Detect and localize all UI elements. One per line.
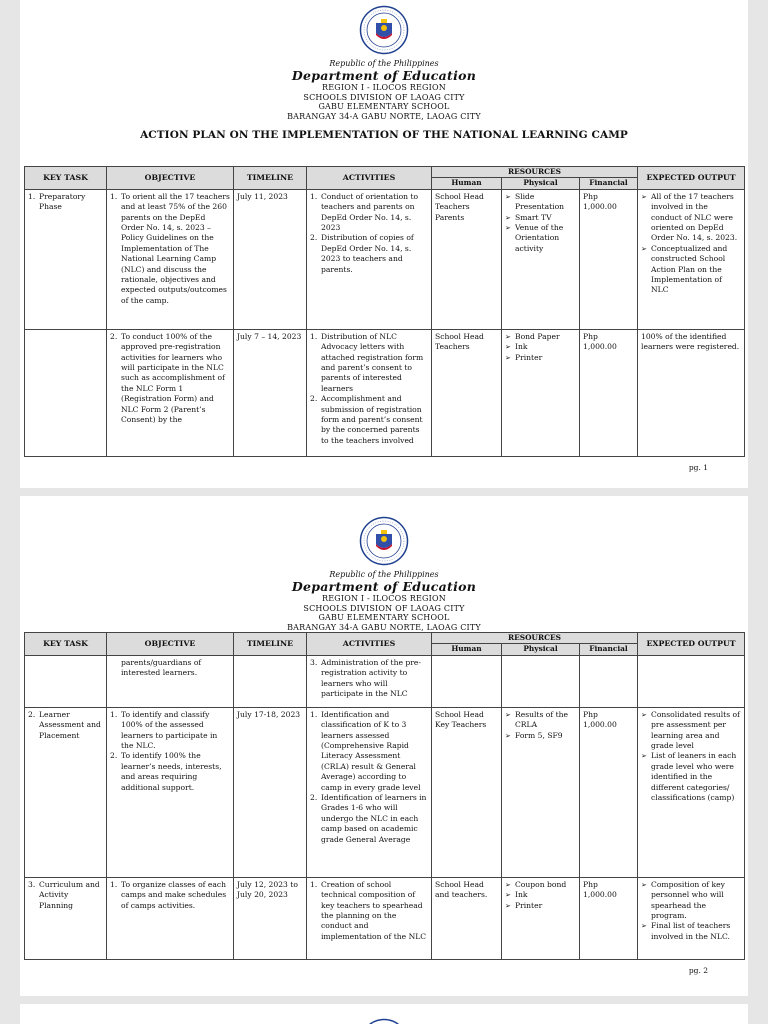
page-number: pg. 1 bbox=[688, 463, 708, 472]
list-item: ➢ Final list of teachers involved in the NLC. bbox=[641, 921, 731, 941]
financial-cell: Php 1,000.00 bbox=[580, 189, 638, 329]
list-item: 1. To identify and classify 100% of the assessed learners to participate in the NLC. bbox=[110, 709, 218, 751]
list-item: ➢ Smart TV bbox=[505, 212, 552, 222]
republic-line: Republic of the Philippines bbox=[329, 570, 439, 579]
department-name: Department of Education bbox=[291, 68, 477, 83]
list-item: 1. Identification and classification of K to 3 learners assessed (Comprehensive Rapid Literacy Assessment (CRLA) result & General Average) according to camp in every grade level bbox=[310, 709, 421, 792]
deped-seal-icon bbox=[359, 1018, 409, 1024]
deped-seal-icon bbox=[359, 516, 409, 566]
objectives-list bbox=[110, 710, 230, 793]
document-title: ACTION PLAN ON THE IMPLEMENTATION OF THE NATIONAL LEARNING CAMP bbox=[140, 129, 628, 141]
arrow-bullet-icon: ➢ bbox=[505, 880, 511, 889]
list-item: ➢ Results of the CRLA bbox=[505, 709, 569, 730]
physical-resources-list bbox=[505, 332, 576, 363]
expected-output-list bbox=[641, 880, 741, 942]
col-objective: OBJECTIVE bbox=[107, 167, 234, 190]
col-key-task: KEY TASK bbox=[25, 167, 107, 190]
activities-list bbox=[310, 658, 428, 700]
list-item: 1. Distribution of NLC Advocacy letters with attached registration form and parent’s consent to parents of interested learners bbox=[310, 331, 424, 393]
arrow-bullet-icon: ➢ bbox=[641, 192, 647, 201]
timeline-cell: July 17-18, 2023 bbox=[234, 707, 307, 877]
list-item: ➢ Coupon bond bbox=[505, 879, 567, 889]
address-line: BARANGAY 34-A GABU NORTE, LAOAG CITY bbox=[287, 111, 481, 121]
deped-seal-icon bbox=[359, 5, 409, 55]
financial-cell: Php 1,000.00 bbox=[580, 877, 638, 959]
activities-list bbox=[310, 332, 428, 446]
list-item: ➢ Ink bbox=[505, 342, 528, 352]
list-item: 1. To organize classes of each camps and make schedules of camps activities. bbox=[110, 879, 227, 910]
letterhead bbox=[20, 0, 748, 121]
list-item: ➢ Venue of the Orientation activity bbox=[505, 223, 564, 253]
document-page-3 bbox=[20, 1004, 748, 1024]
list-item: ➢ Printer bbox=[505, 352, 543, 362]
arrow-bullet-icon: ➢ bbox=[505, 343, 511, 352]
physical-resources-list bbox=[505, 880, 576, 911]
action-plan-table-page-1 bbox=[24, 166, 745, 457]
document-page-1 bbox=[20, 0, 748, 488]
list-item: ➢ Slide Presentation bbox=[505, 191, 565, 212]
key-task-text: Curriculum and Activity Planning bbox=[39, 879, 100, 910]
objective-continued: parents/guardians of interested learners. bbox=[107, 655, 234, 707]
arrow-bullet-icon: ➢ bbox=[505, 731, 511, 740]
physical-resources-list bbox=[505, 710, 576, 741]
col-timeline: TIMELINE bbox=[234, 167, 307, 190]
school-line: GABU ELEMENTARY SCHOOL bbox=[318, 613, 450, 622]
arrow-bullet-icon: ➢ bbox=[505, 891, 511, 900]
col-physical: Physical bbox=[502, 178, 580, 189]
col-expected-output: EXPECTED OUTPUT bbox=[638, 167, 745, 190]
document-page-2 bbox=[20, 496, 748, 996]
physical-resources-list bbox=[505, 192, 576, 254]
list-item: ➢ Form 5, SF9 bbox=[505, 730, 563, 740]
list-item: 2. To identify 100% the learner’s needs, interests, and areas requiring additional support. bbox=[110, 751, 222, 792]
col-expected-output: EXPECTED OUTPUT bbox=[638, 633, 745, 656]
human-resources-cell: School Head and teachers. bbox=[432, 877, 502, 959]
action-plan-table-page-2 bbox=[24, 632, 745, 960]
page-number: pg. 2 bbox=[688, 966, 708, 975]
list-item: 3. Administration of the pre-registration activity to learners who will participate in the NLC bbox=[310, 657, 421, 699]
region-line: REGION I - ILOCOS REGION bbox=[322, 594, 446, 603]
human-resources-cell: School Head Key Teachers bbox=[432, 707, 502, 877]
region-line: REGION I - ILOCOS REGION bbox=[322, 83, 446, 92]
arrow-bullet-icon: ➢ bbox=[505, 332, 511, 341]
col-physical: Physical bbox=[502, 644, 580, 655]
activities-list bbox=[310, 880, 428, 942]
list-item: ➢ List of leaners in each grade level who were identified in the different categories/ classifications (camp) bbox=[641, 751, 737, 803]
list-item: ➢ Consolidated results of pre assessment per learning area and grade level bbox=[641, 709, 740, 751]
list-item: 2. Accomplishment and submission of registration form and parent’s consent by the concerned parents to the teachers involved bbox=[310, 394, 423, 445]
objective-text: To conduct 100% of the approved pre-registration activities for learners who will participate in the NLC such as accomplishment of the NLC Form 1 (Registration Form) and NLC Form 2 (Parent’s Consent) by the bbox=[121, 331, 225, 425]
timeline-cell: July 7 – 14, 2023 bbox=[234, 329, 307, 456]
financial-cell: Php 1,000.00 bbox=[580, 707, 638, 877]
letterhead bbox=[20, 496, 748, 632]
division-line: SCHOOLS DIVISION OF LAOAG CITY bbox=[303, 92, 465, 102]
department-name: Department of Education bbox=[291, 579, 477, 594]
table-row: 2. To conduct 100% of the approved pre-registration activities for learners who will participate in the NLC such as accomplishment of the NLC Form 1 (Registration Form) and NLC Form 2 (Parent’s Consent) by the July 7 – 14, 2023 1. Distribution of NLC Advocacy letters with attached registration form and parent’s consent to parents of interested learners 2. Accomplishment and submission of registration form and parent’s consent by the concerned parents to the teachers involved School Head Teachers ➢ Bond Paper ➢ Ink ➢ Printer Php 1,000.00 100% of the identified learners were registered. bbox=[25, 329, 745, 456]
arrow-bullet-icon: ➢ bbox=[641, 922, 647, 931]
division-line: SCHOOLS DIVISION OF LAOAG CITY bbox=[303, 603, 465, 613]
col-human: Human bbox=[432, 178, 502, 189]
school-line: GABU ELEMENTARY SCHOOL bbox=[318, 102, 450, 111]
financial-cell: Php 1,000.00 bbox=[580, 329, 638, 456]
expected-output-cell: 100% of the identified learners were registered. bbox=[638, 329, 745, 456]
arrow-bullet-icon: ➢ bbox=[505, 224, 511, 233]
human-resources-cell: School Head Teachers bbox=[432, 329, 502, 456]
human-resources-cell: School Head Teachers Parents bbox=[432, 189, 502, 329]
list-item: ➢ Printer bbox=[505, 900, 543, 910]
expected-output-list bbox=[641, 192, 741, 296]
key-task-text: Learner Assessment and Placement bbox=[39, 709, 101, 740]
col-financial: Financial bbox=[580, 644, 638, 655]
table-row: 1. Preparatory Phase 1. To orient all the 17 teachers and at least 75% of the 260 parents on the DepEd Order No. 14, s. 2023 – Policy Guidelines on the Implementation of The National Learning Camp (NLC) and discuss the rationale, objectives and expected outputs/outcomes of the camp. July 11, 2023 1. Conduct of orientation to teachers and parents on DepEd Order No. 14, s. 2023 2. Distribution of copies of DepEd Order No. 14, s. 2023 to teachers and parents. School Head Teachers Parents ➢ Slide Presentation ➢ Smart TV ➢ Venue of the Orientation activity Php 1,000.00 ➢ All of the 17 teachers involved in the conduct of NLC were oriented on DepEd Order No. 14, s. 2023. ➢ Conceptualized and constructed School Action Plan on the Implementation of NLC bbox=[25, 189, 745, 329]
objectives-list bbox=[110, 880, 230, 911]
col-timeline: TIMELINE bbox=[234, 633, 307, 656]
list-item: ➢ Conceptualized and constructed School Action Plan on the Implementation of NLC bbox=[641, 243, 728, 295]
list-item: ➢ Ink bbox=[505, 890, 528, 900]
objective-text: To orient all the 17 teachers and at least 75% of the 260 parents on the DepEd Order No. 14, s. 2023 – Policy Guidelines on the Implementation of The National Learning Camp (NLC) and discuss the rationale, objectives and expected outputs/outcomes of the camp. bbox=[121, 191, 230, 305]
timeline-cell: July 12, 2023 to July 20, 2023 bbox=[234, 877, 307, 959]
col-human: Human bbox=[432, 644, 502, 655]
list-item: 2. Distribution of copies of DepEd Order No. 14, s. 2023 to teachers and parents. bbox=[310, 233, 414, 274]
arrow-bullet-icon: ➢ bbox=[641, 244, 647, 253]
arrow-bullet-icon: ➢ bbox=[505, 710, 511, 719]
list-item: ➢ Composition of key personnel who will spearhead the program. bbox=[641, 879, 725, 921]
list-item: ➢ Bond Paper bbox=[505, 331, 560, 341]
arrow-bullet-icon: ➢ bbox=[505, 192, 511, 201]
arrow-bullet-icon: ➢ bbox=[505, 353, 511, 362]
table-row bbox=[25, 655, 745, 707]
col-activities: ACTIVITIES bbox=[307, 167, 432, 190]
arrow-bullet-icon: ➢ bbox=[505, 213, 511, 222]
list-item: ➢ All of the 17 teachers involved in the conduct of NLC were oriented on DepEd Order No. 14, s. 2023. bbox=[641, 191, 738, 243]
col-activities: ACTIVITIES bbox=[307, 633, 432, 656]
arrow-bullet-icon: ➢ bbox=[641, 752, 647, 761]
list-item: 1. Conduct of orientation to teachers and parents on DepEd Order No. 14, s. 2023 bbox=[310, 191, 419, 233]
activities-list bbox=[310, 710, 428, 845]
list-item: 2. Identification of learners in Grades 1-6 who will undergo the NLC in each camp based on academic grade General Average bbox=[310, 793, 427, 844]
list-item: 1. Creation of school technical composition of key teachers to spearhead the planning on the conduct and implementation of the NLC bbox=[310, 879, 427, 941]
arrow-bullet-icon: ➢ bbox=[641, 880, 647, 889]
table-row: 3. Curriculum and Activity Planning 1. To organize classes of each camps and make schedules of camps activities. July 12, 2023 to July 20, 2023 1. Creation of school technical composition of key teachers to spearhead the planning on the conduct and implementation of the NLC School Head and teachers. ➢ Coupon bond ➢ Ink ➢ Printer Php 1,000.00 ➢ Composition of key personnel who will spearhead the program. ➢ Final list of teachers involved in the NLC. bbox=[25, 877, 745, 959]
col-resources: RESOURCES bbox=[432, 167, 638, 178]
activities-list bbox=[310, 192, 428, 275]
expected-output-list bbox=[641, 710, 741, 804]
timeline-cell: July 11, 2023 bbox=[234, 189, 307, 329]
col-resources: RESOURCES bbox=[432, 633, 638, 644]
republic-line: Republic of the Philippines bbox=[329, 59, 439, 68]
col-key-task: KEY TASK bbox=[25, 633, 107, 656]
key-task-text: Preparatory Phase bbox=[39, 191, 86, 212]
arrow-bullet-icon: ➢ bbox=[505, 901, 511, 910]
col-financial: Financial bbox=[580, 178, 638, 189]
arrow-bullet-icon: ➢ bbox=[641, 710, 647, 719]
table-row: 2. Learner Assessment and Placement 1. To identify and classify 100% of the assessed learners to participate in the NLC. 2. To identify 100% the learner’s needs, interests, and areas requiring additional support. July 17-18, 2023 1. Identification and classification of K to 3 learners assessed (Comprehensive Rapid Literacy Assessment (CRLA) result & General Average) according to camp in every grade level 2. Identification of learners in Grades 1-6 who will undergo the NLC in each camp based on academic grade General Average School Head Key Teachers ➢ Results of the CRLA ➢ Form 5, SF9 Php 1,000.00 ➢ Consolidated results of pre assessment per learning area and grade level ➢ List of leaners in each grade level who were identified in the different categories/ classifications (camp) bbox=[25, 707, 745, 877]
col-objective: OBJECTIVE bbox=[107, 633, 234, 656]
address-line: BARANGAY 34-A GABU NORTE, LAOAG CITY bbox=[287, 622, 481, 632]
